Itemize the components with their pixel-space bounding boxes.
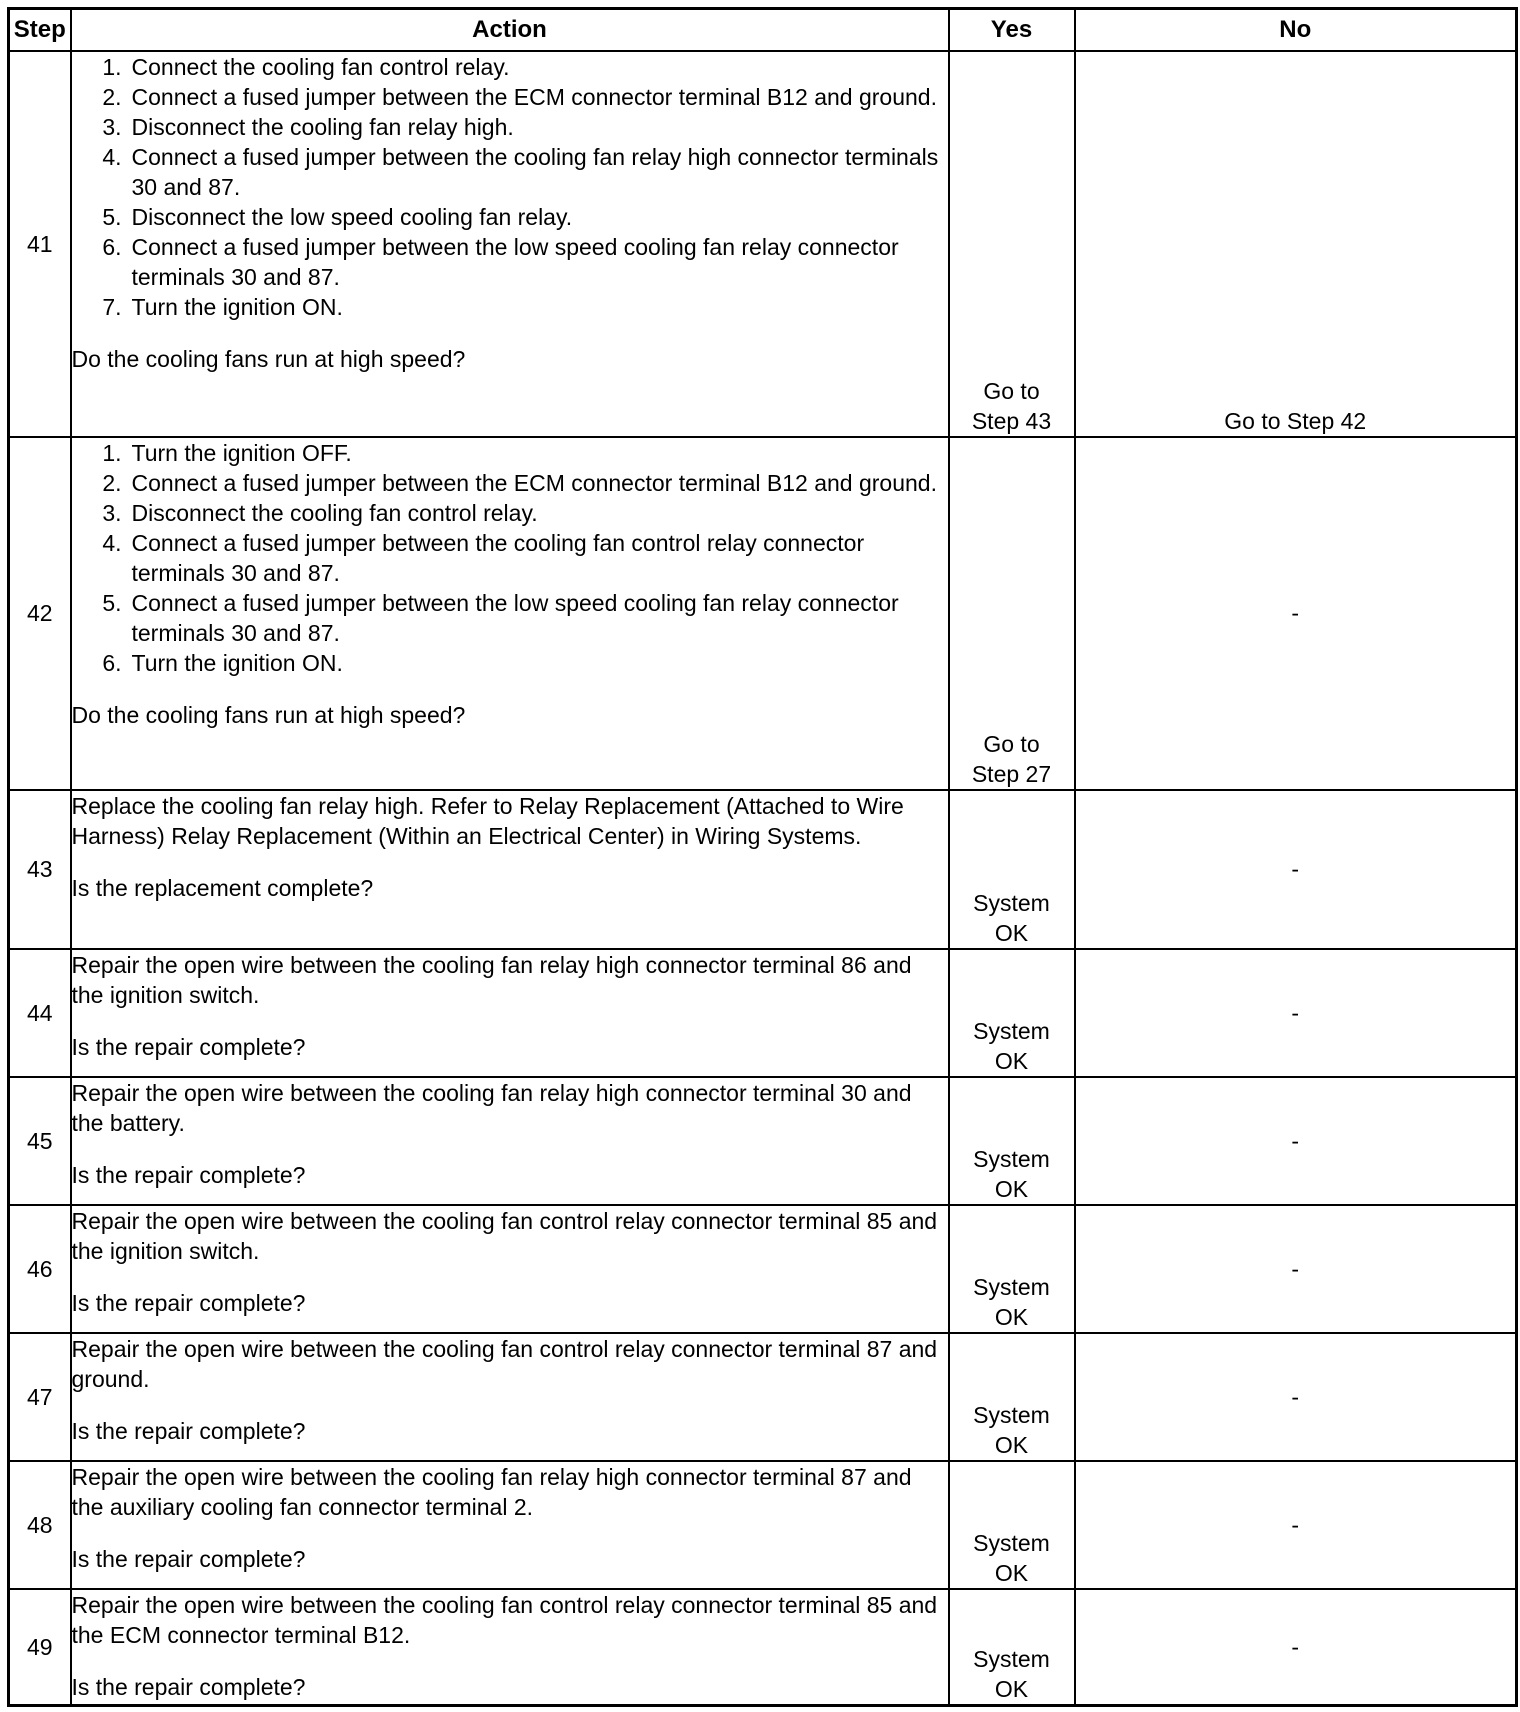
action-cell [71,51,949,437]
step-number: 46 [9,1205,71,1333]
no-cell: - [1075,1077,1517,1205]
question-text: Is the repair complete? [71,1161,306,1188]
list-item: 6. Connect a fused jumper between the low speed cooling fan relay connector terminals 30 and 87. [102,233,899,290]
yes-cell: System OK [949,1205,1075,1333]
no-cell: - [1075,1589,1517,1706]
step-number: 47 [9,1333,71,1461]
action-cell [71,949,949,1077]
list-item: 2. Connect a fused jumper between the ECM connector terminal B12 and ground. [102,83,937,110]
action-text: Repair the open wire between the cooling fan control relay connector terminal 87 and ground. [71,1335,938,1392]
action-cell [71,1333,949,1461]
yes-cell: System OK [949,1077,1075,1205]
action-cell [71,1077,949,1205]
action-cell [71,1589,949,1706]
step-number: 42 [9,437,71,790]
action-text: Repair the open wire between the cooling fan control relay connector terminal 85 and the ignition switch. [71,1207,938,1264]
list-item: 4. Connect a fused jumper between the cooling fan control relay connector terminals 30 and 87. [102,529,865,586]
yes-cell: Go to Step 27 [949,437,1075,790]
list-item: 1. Turn the ignition OFF. [102,439,352,466]
step-number: 41 [9,51,71,437]
question-text: Is the replacement complete? [71,874,374,901]
table-row [9,51,1517,437]
table-row [9,1589,1517,1706]
action-cell [71,1205,949,1333]
list-item: 6. Turn the ignition ON. [102,649,343,676]
action-text: Repair the open wire between the cooling fan control relay connector terminal 85 and the ECM connector terminal B12. [71,1591,938,1648]
question-text: Is the repair complete? [71,1033,306,1060]
question-text: Is the repair complete? [71,1545,306,1572]
yes-cell: System OK [949,1589,1075,1706]
yes-cell: System OK [949,1333,1075,1461]
action-text: Repair the open wire between the cooling fan relay high connector terminal 87 and the auxiliary cooling fan connector terminal 2. [71,1463,912,1520]
table-row [9,437,1517,790]
table-row [9,949,1517,1077]
no-cell: - [1075,1205,1517,1333]
yes-cell: System OK [949,1461,1075,1589]
action-cell [71,437,949,790]
step-number: 49 [9,1589,71,1706]
action-text: Repair the open wire between the cooling fan relay high connector terminal 86 and the ignition switch. [71,951,912,1008]
no-cell: - [1075,949,1517,1077]
question-text: Is the repair complete? [71,1289,306,1316]
step-number: 44 [9,949,71,1077]
action-text: Repair the open wire between the cooling fan relay high connector terminal 30 and the battery. [71,1079,912,1136]
no-cell: - [1075,437,1517,790]
list-item: 3. Disconnect the cooling fan control relay. [102,499,538,526]
no-cell: - [1075,790,1517,949]
no-cell: - [1075,1461,1517,1589]
header-no: No [1075,9,1517,51]
table-row [9,790,1517,949]
list-item: 3. Disconnect the cooling fan relay high. [102,113,514,140]
list-item: 7. Turn the ignition ON. [102,293,343,320]
header-step: Step [9,9,71,51]
question-text: Is the repair complete? [71,1673,306,1700]
list-item: 5. Connect a fused jumper between the low speed cooling fan relay connector terminals 30 and 87. [102,589,899,646]
yes-cell: System OK [949,790,1075,949]
action-text: Replace the cooling fan relay high. Refer to Relay Replacement (Attached to Wire Harness) Relay Replacement (Within an Electrical Center) in Wiring Systems. [71,792,904,849]
action-cell [71,790,949,949]
list-item: 4. Connect a fused jumper between the cooling fan relay high connector terminals 30 and 87. [102,143,939,200]
table-row [9,1333,1517,1461]
table-row [9,1461,1517,1589]
list-item: 2. Connect a fused jumper between the ECM connector terminal B12 and ground. [102,469,937,496]
step-number: 48 [9,1461,71,1589]
yes-cell: System OK [949,949,1075,1077]
question-text: Is the repair complete? [71,1417,306,1444]
list-item: 5. Disconnect the low speed cooling fan relay. [102,203,573,230]
diagnostic-table [7,7,1518,1707]
action-steps-list [72,438,948,678]
header-row [9,9,1517,51]
question-text: Do the cooling fans run at high speed? [71,345,466,372]
no-cell: - [1075,1333,1517,1461]
step-number: 43 [9,790,71,949]
header-yes: Yes [949,9,1075,51]
yes-cell: Go to Step 43 [949,51,1075,437]
no-cell: Go to Step 42 [1075,51,1517,437]
action-steps-list [72,52,948,322]
action-cell [71,1461,949,1589]
question-text: Do the cooling fans run at high speed? [71,701,466,728]
table-row [9,1077,1517,1205]
header-action: Action [71,9,949,51]
table-row [9,1205,1517,1333]
step-number: 45 [9,1077,71,1205]
list-item: 1. Connect the cooling fan control relay. [102,53,510,80]
